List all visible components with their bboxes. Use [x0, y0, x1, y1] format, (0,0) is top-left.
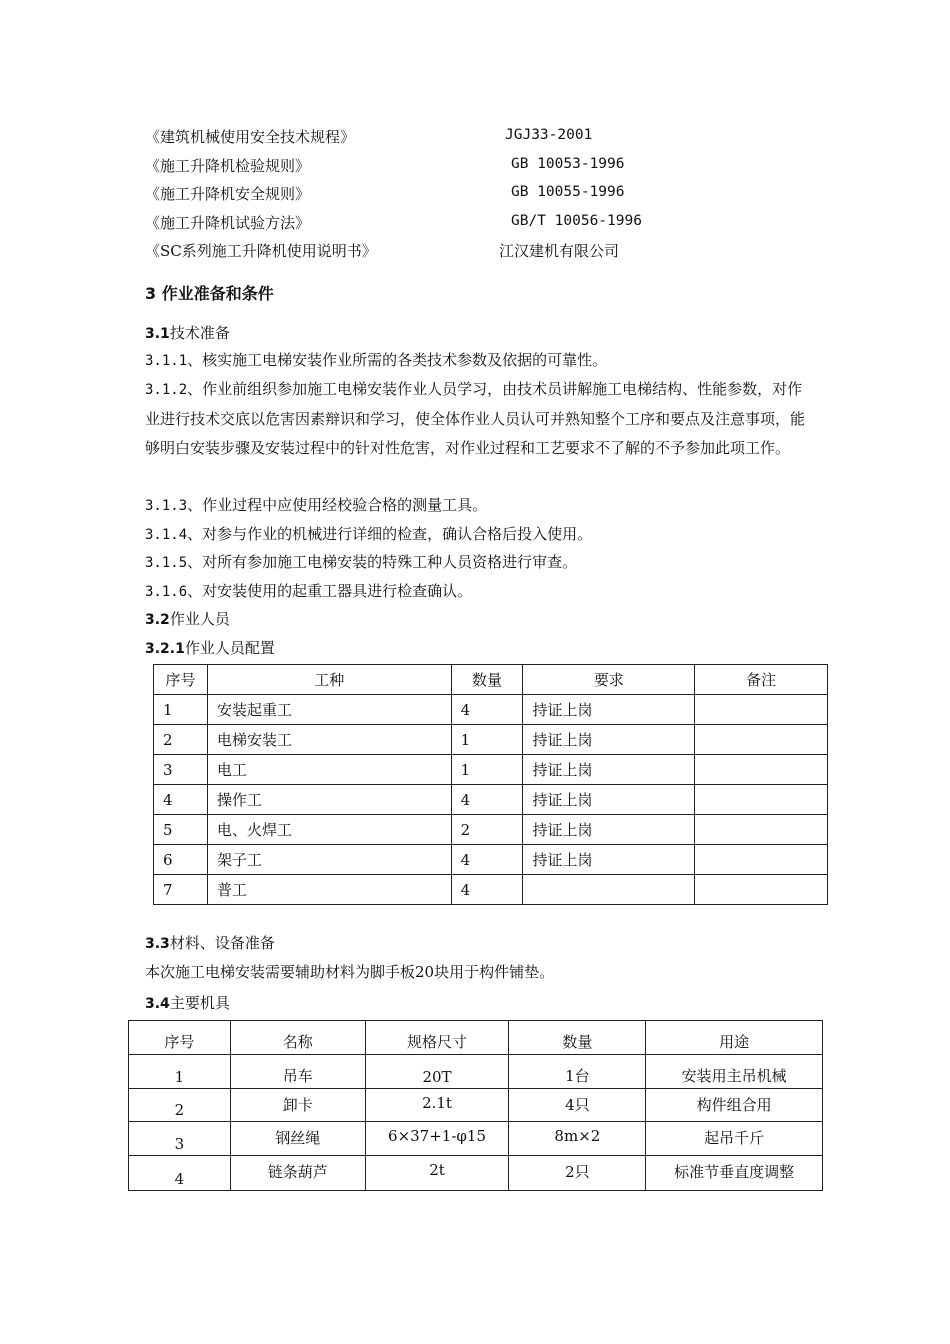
- reference-code: GB 10053-1996: [511, 156, 625, 172]
- subsection-3-2-1: [145, 637, 275, 658]
- header-cell: 要求: [523, 665, 695, 695]
- cell: 4只: [509, 1089, 646, 1122]
- subsection-3-3: [145, 932, 275, 953]
- cell: 钢丝绳: [230, 1122, 365, 1156]
- cell: 持证上岗: [523, 785, 695, 815]
- tools-table: [128, 1020, 823, 1191]
- cell: 构件组合用: [646, 1089, 823, 1122]
- item-number: 3.1.1: [145, 353, 188, 369]
- table-row: [129, 1122, 823, 1156]
- subsection-3-2: [145, 608, 230, 629]
- reference-code: JGJ33-2001: [505, 127, 593, 143]
- cell: 安装用主吊机械: [646, 1055, 823, 1089]
- cell: 2只: [509, 1156, 646, 1191]
- header-cell: 名称: [230, 1021, 365, 1055]
- cell: 1台: [509, 1055, 646, 1089]
- header-cell: 数量: [509, 1021, 646, 1055]
- subsection-number: 3.3: [145, 936, 170, 952]
- header-cell: 备注: [695, 665, 828, 695]
- cell: 1: [451, 755, 523, 785]
- cell: [695, 785, 828, 815]
- cell: 普工: [207, 875, 451, 905]
- subsection-title: 主要机具: [169, 994, 230, 1012]
- table-row: [154, 755, 828, 785]
- cell: [523, 875, 695, 905]
- cell: [695, 815, 828, 845]
- table-row: [154, 785, 828, 815]
- cell: 持证上岗: [523, 725, 695, 755]
- subsection-number: 3.2: [145, 612, 170, 628]
- cell: 吊车: [230, 1055, 365, 1089]
- cell: 4: [129, 1156, 231, 1191]
- reference-code: 江汉建机有限公司: [499, 242, 620, 260]
- item-text: 、核实施工电梯安装作业所需的各类技术参数及依据的可靠性。: [187, 351, 608, 369]
- cell: 4: [154, 785, 208, 815]
- table-row: [129, 1156, 823, 1191]
- header-cell: 序号: [129, 1021, 231, 1055]
- section-heading: 3 作业准备和条件: [145, 284, 274, 303]
- cell: 持证上岗: [523, 695, 695, 725]
- reference-title: 《施工升降机安全规则》: [145, 185, 311, 203]
- cell: 2.1t: [365, 1089, 509, 1122]
- cell: 操作工: [207, 785, 451, 815]
- header-cell: 规格尺寸: [365, 1021, 509, 1055]
- cell: 1: [154, 695, 208, 725]
- reference-title: 《建筑机械使用安全技术规程》: [145, 128, 356, 146]
- cell: 持证上岗: [523, 815, 695, 845]
- cell: 4: [451, 875, 523, 905]
- cell: 架子工: [207, 845, 451, 875]
- cell: 5: [154, 815, 208, 845]
- item-number: 3.1.6: [145, 584, 188, 600]
- item-number: 3.1.5: [145, 555, 188, 571]
- item-3-1-5: [145, 548, 810, 578]
- cell: 8m×2: [509, 1122, 646, 1156]
- table-header-row: [129, 1021, 823, 1055]
- subsection-number: 3.2.1: [145, 641, 185, 657]
- cell: 起吊千斤: [646, 1122, 823, 1156]
- reference-code: GB/T 10056-1996: [511, 213, 642, 229]
- cell: 持证上岗: [523, 755, 695, 785]
- cell: 2t: [365, 1156, 509, 1191]
- reference-code: GB 10055-1996: [511, 184, 625, 200]
- paragraph: 本次施工电梯安装需要辅助材料为脚手板20块用于构件铺垫。: [145, 963, 555, 981]
- cell: 2: [129, 1089, 231, 1122]
- subsection-title: 作业人员: [169, 610, 230, 628]
- cell: 1: [129, 1055, 231, 1089]
- table-row: [154, 815, 828, 845]
- cell: 1: [451, 725, 523, 755]
- subsection-3-1: [145, 322, 230, 343]
- cell: 6: [154, 845, 208, 875]
- header-cell: 用途: [646, 1021, 823, 1055]
- item-3-1-2: [145, 375, 810, 463]
- table-header-row: [154, 665, 828, 695]
- item-number: 3.1.4: [145, 527, 188, 543]
- cell: 20T: [365, 1055, 509, 1089]
- cell: 3: [129, 1122, 231, 1156]
- cell: [695, 725, 828, 755]
- header-cell: 序号: [154, 665, 208, 695]
- cell: 3: [154, 755, 208, 785]
- item-number: 3.1.3: [145, 498, 188, 514]
- item-text: 、作业过程中应使用经校验合格的测量工具。: [187, 496, 488, 514]
- header-cell: 工种: [207, 665, 451, 695]
- cell: 标准节垂直度调整: [646, 1156, 823, 1191]
- cell: 7: [154, 875, 208, 905]
- cell: [695, 695, 828, 725]
- reference-title: 《施工升降机试验方法》: [145, 214, 311, 232]
- item-3-1-1: [145, 346, 810, 376]
- cell: [695, 755, 828, 785]
- reference-title: 《施工升降机检验规则》: [145, 157, 311, 175]
- item-text: 、对安装使用的起重工器具进行检查确认。: [187, 582, 473, 600]
- subsection-title: 技术准备: [169, 324, 230, 342]
- cell: 4: [451, 695, 523, 725]
- reference-title: 《SC系列施工升降机使用说明书》: [145, 242, 377, 260]
- cell: 卸卡: [230, 1089, 365, 1122]
- cell: 4: [451, 785, 523, 815]
- item-3-1-4: [145, 520, 810, 550]
- staff-table: [153, 664, 828, 905]
- cell: [695, 845, 828, 875]
- item-number: 3.1.2: [145, 382, 188, 398]
- cell: 6×37+1-φ15: [365, 1122, 509, 1156]
- table-row: [154, 845, 828, 875]
- item-3-1-6: [145, 577, 810, 607]
- cell: 电工: [207, 755, 451, 785]
- item-text: 、对所有参加施工电梯安装的特殊工种人员资格进行审查。: [187, 553, 578, 571]
- table-row: [129, 1055, 823, 1089]
- header-cell: 数量: [451, 665, 523, 695]
- subsection-title: 作业人员配置: [184, 639, 275, 657]
- subsection-3-4: [145, 992, 230, 1013]
- cell: 安装起重工: [207, 695, 451, 725]
- table-row: [154, 875, 828, 905]
- cell: [695, 875, 828, 905]
- item-3-1-3: [145, 491, 810, 521]
- table-row: [129, 1089, 823, 1122]
- cell: 电、火焊工: [207, 815, 451, 845]
- subsection-number: 3.4: [145, 996, 170, 1012]
- table-row: [154, 695, 828, 725]
- item-text: 、作业前组织参加施工电梯安装作业人员学习，由技术员讲解施工电梯结构、性能参数，对作业进行技术交底以危害因素辩识和学习，使全体作业人员认可并熟知整个工序和要点及注意事项，能够明白安装步骤及安装过程中的针对性危害，对作业过程和工艺要求不了解的不予参加此项工作。: [145, 380, 806, 457]
- table-row: [154, 725, 828, 755]
- subsection-number: 3.1: [145, 326, 170, 342]
- subsection-title: 材料、设备准备: [169, 934, 275, 952]
- cell: 电梯安装工: [207, 725, 451, 755]
- cell: 持证上岗: [523, 845, 695, 875]
- cell: 链条葫芦: [230, 1156, 365, 1191]
- item-text: 、对参与作业的机械进行详细的检查，确认合格后投入使用。: [187, 525, 593, 543]
- cell: 2: [451, 815, 523, 845]
- cell: 2: [154, 725, 208, 755]
- cell: 4: [451, 845, 523, 875]
